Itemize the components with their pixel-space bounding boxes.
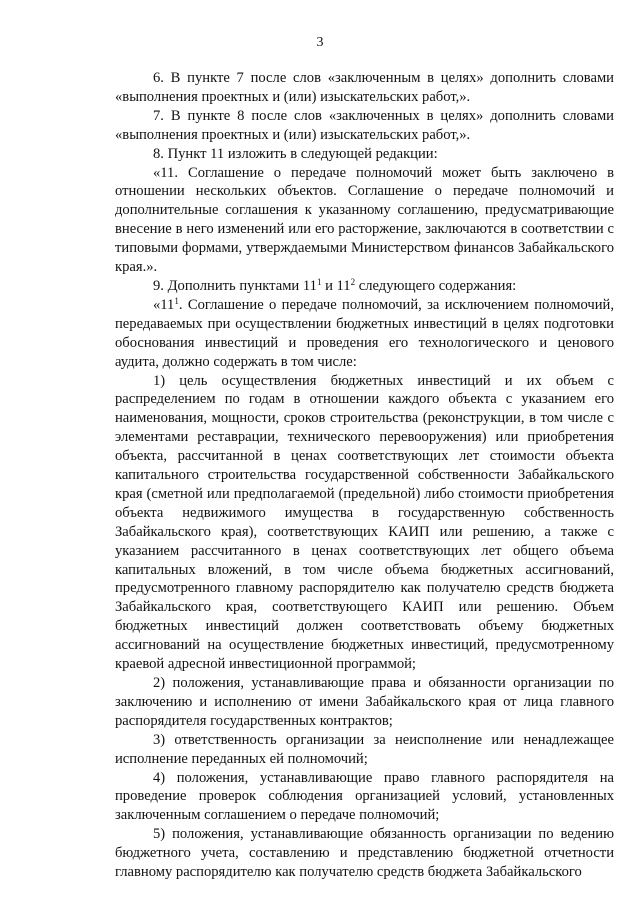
- list-item-3: 3) ответственность организации за неисполнение или ненадлежащее исполнение переданных ей полномочий;: [115, 731, 614, 767]
- list-item-2: 2) положения, устанавливающие права и обязанности организации по заключению и исполнению от имени Забайкальского края от лица главного распорядителя государственных контрактов;: [115, 675, 614, 729]
- superscript-two: 2: [350, 276, 356, 287]
- paragraph-item-9-text-middle: и 11: [321, 277, 351, 294]
- paragraph-item-8: 8. Пункт 11 изложить в следующей редакции:: [153, 145, 438, 162]
- paragraph-clause-11: «11. Соглашение о передаче полномочий может быть заключено в отношении нескольких объектов. Соглашение о передаче полномочий и дополнительные соглашения к указанному соглашению, предусматривающие внесение в него изменений или его расторжение, заключаются в соответствии с типовыми формами, утверждаемыми Министерством финансов Забайкальского края.».: [115, 164, 614, 276]
- paragraph-item-9-text-start: 9. Дополнить пунктами 11: [153, 277, 317, 294]
- document-body: [115, 69, 614, 882]
- list-item-5: 5) положения, устанавливающие обязанность организации по ведению бюджетного учета, составлению и представлению бюджетной отчетности главному распорядителю как получателю средств бюджета Забайкальского: [115, 826, 614, 881]
- paragraph-item-9-text-end: следующего содержания:: [355, 277, 517, 294]
- paragraph-item-9: [115, 277, 614, 296]
- page-number: 3: [316, 35, 324, 50]
- paragraph-item-6: 6. В пункте 7 после слов «заключенным в целях» дополнить словами «выполнения проектных и (или) изыскательских работ,».: [115, 70, 614, 105]
- clause-11-1-text: . Соглашение о передаче полномочий, за исключением полномочий, передаваемых при осуществлении бюджетных инвестиций в целях подготовки обоснования инвестиций и проведения его технологического и ценового аудита, должно содержать в том числе:: [115, 296, 614, 370]
- paragraph-clause-11-1: [115, 296, 614, 372]
- superscript-one: 1: [316, 276, 322, 287]
- list-item-4: 4) положения, устанавливающие право главного распорядителя на проведение проверок соблюдения организацией условий, установленных заключенным соглашением о передаче полномочий;: [115, 769, 614, 824]
- clause-11-1-number: «11: [153, 296, 175, 313]
- list-item-1: 1) цель осуществления бюджетных инвестиций и их объем с распределением по годам в отношении каждого объекта с указанием его наименования, мощности, сроков строительства (реконструкции, в том числе с элементами реставрации, технического перевооружения) или приобретения объекта, рассчитанной в ценах соответствующих лет стоимости объекта капитального строительства государственной собственности Забайкальского края (сметной или предполагаемой (предельной) либо стоимости приобретения объекта недвижимого имущества в государственную собственность Забайкальского края), соответствующих КАИП или решению, а также с указанием рассчитанного в ценах соответствующих лет общего объема капитальных вложений, в том числе объема бюджетных ассигнований, предусмотренного главному распорядителю как получателю средств бюджета Забайкальского края, соответствующего КАИП или решению. Объем бюджетных инвестиций должен соответствовать объему бюджетных ассигнований на осуществление бюджетных инвестиций, предусмотренному краевой адресной инвестиционной программой;: [115, 372, 614, 673]
- superscript-one: 1: [174, 295, 179, 306]
- paragraph-item-7: 7. В пункте 8 после слов «заключенных в целях» дополнить словами «выполнения проектных и (или) изыскательских работ,».: [115, 107, 614, 143]
